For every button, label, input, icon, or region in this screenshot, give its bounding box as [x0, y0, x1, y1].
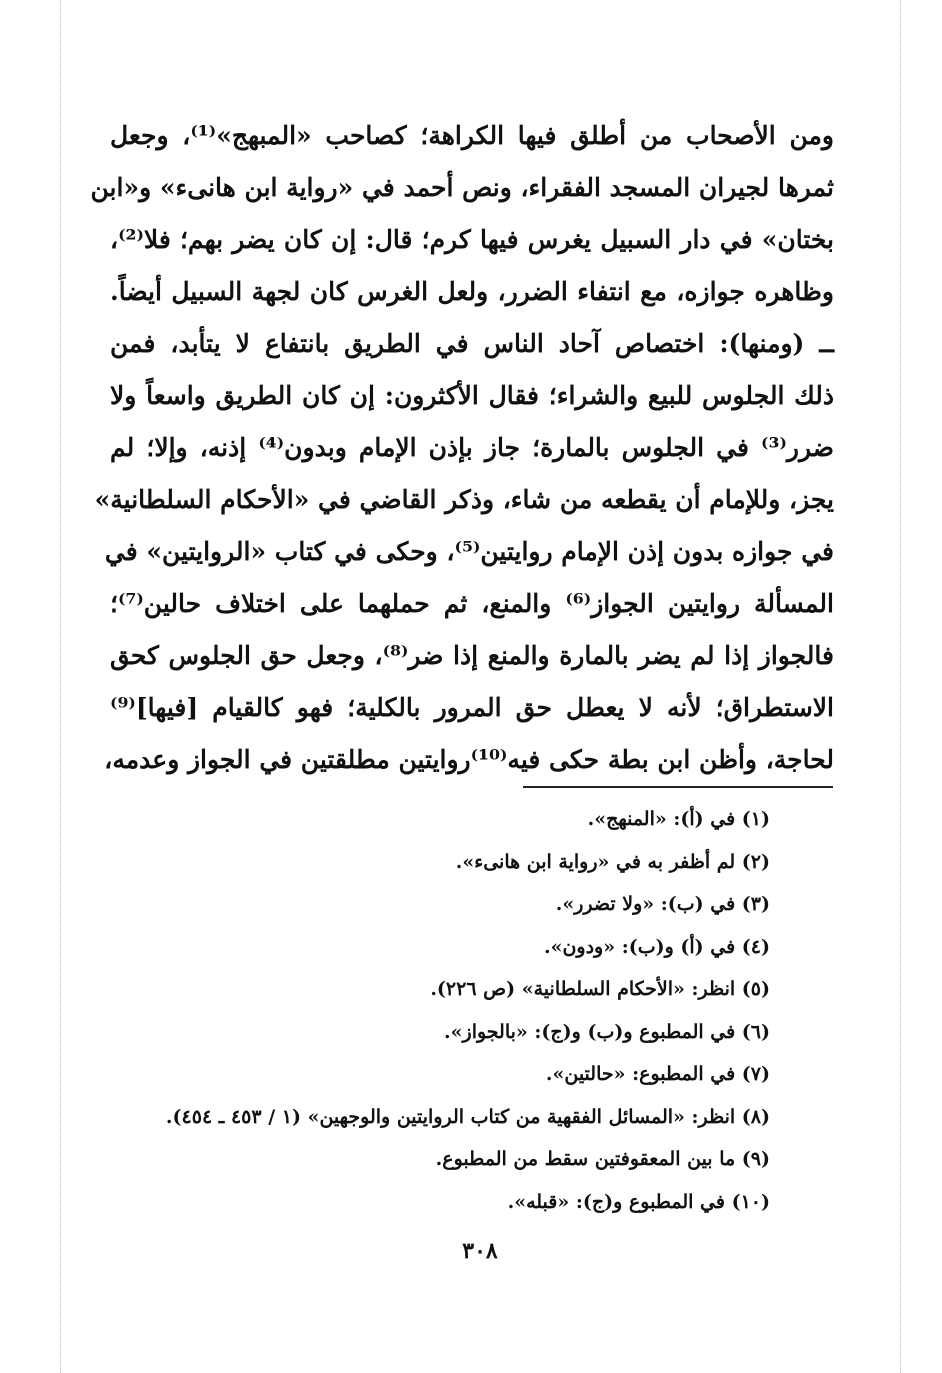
footnote: (١٠) في المطبوع و(ج): «قبله».: [507, 1190, 770, 1213]
scan-margin-left: [60, 0, 61, 1373]
page-number: ٣٠٨: [462, 1238, 498, 1264]
body-line: وظاهره جوازه، مع انتفاء الضرر، ولعل الغرس كان لجهة السبيل أيضاً.: [110, 277, 834, 306]
body-line: فالجواز إذا لم يضر بالمارة والمنع إذا ضر⁽⁸⁾، وجعل حق الجلوس كحق: [110, 641, 834, 670]
body-line: الاستطراق؛ لأنه لا يعطل حق المرور بالكلية؛ فهو كالقيام [فيها]⁽⁹⁾: [110, 693, 834, 722]
body-line: ومن الأصحاب من أطلق فيها الكراهة؛ كصاحب «المبهج»⁽¹⁾، وجعل: [110, 121, 834, 150]
body-line: لحاجة، وأظن ابن بطة حكى فيه⁽¹⁰⁾روايتين مطلقتين في الجواز وعدمه،: [104, 745, 834, 774]
scan-margin-right: [900, 0, 901, 1373]
footnote: (٤) في (أ) و(ب): «ودون».: [543, 935, 770, 958]
body-line: بختان» في دار السبيل يغرس فيها كرم؛ قال: إن كان يضر بهم؛ فلا⁽²⁾،: [110, 225, 834, 254]
body-line: ذلك الجلوس للبيع والشراء؛ فقال الأكثرون: إن كان الطريق واسعاً ولا: [110, 381, 834, 410]
body-text: [90, 110, 834, 786]
body-line: ثمرها لجيران المسجد الفقراء، ونص أحمد في «رواية ابن هانىء» و«ابن: [90, 173, 834, 202]
body-line: في جوازه بدون إذن الإمام روايتين⁽⁵⁾، وحكى في كتاب «الروايتين» في: [104, 537, 834, 566]
footnote: (٦) في المطبوع و(ب) و(ج): «بالجواز».: [444, 1020, 770, 1043]
body-line: يجز، وللإمام أن يقطعه من شاء، وذكر القاضي في «الأحكام السلطانية»: [94, 485, 834, 514]
footnote: (٣) في (ب): «ولا تضرر».: [555, 893, 770, 915]
footnotes: [110, 798, 770, 1223]
footnote: (٩) ما بين المعقوفتين سقط من المطبوع.: [435, 1148, 770, 1170]
footnote: (٢) لم أظفر به في «رواية ابن هانىء».: [455, 850, 770, 873]
footnote: (٥) انظر: «الأحكام السلطانية» (ص ٢٢٦).: [430, 978, 770, 1000]
footnote: (٨) انظر: «المسائل الفقهية من كتاب الروايتين والوجهين» (١ / ٤٥٣ ـ ٤٥٤).: [165, 1105, 770, 1128]
body-line: المسألة روايتين الجواز⁽⁶⁾ والمنع، ثم حملهما على اختلاف حالين⁽⁷⁾؛: [110, 589, 834, 618]
footnote: (٧) في المطبوع: «حالتين».: [545, 1063, 770, 1085]
footnote: (١) في (أ): «المنهج».: [587, 808, 770, 830]
body-line: ضرر⁽³⁾ في الجلوس بالمارة؛ جاز بإذن الإمام وبدون⁽⁴⁾ إذنه، وإلا؛ لم: [110, 433, 834, 462]
body-line: ــ (ومنها): اختصاص آحاد الناس في الطريق بانتفاع لا يتأبد، فمن: [110, 329, 834, 358]
footnote-separator: [523, 786, 833, 788]
